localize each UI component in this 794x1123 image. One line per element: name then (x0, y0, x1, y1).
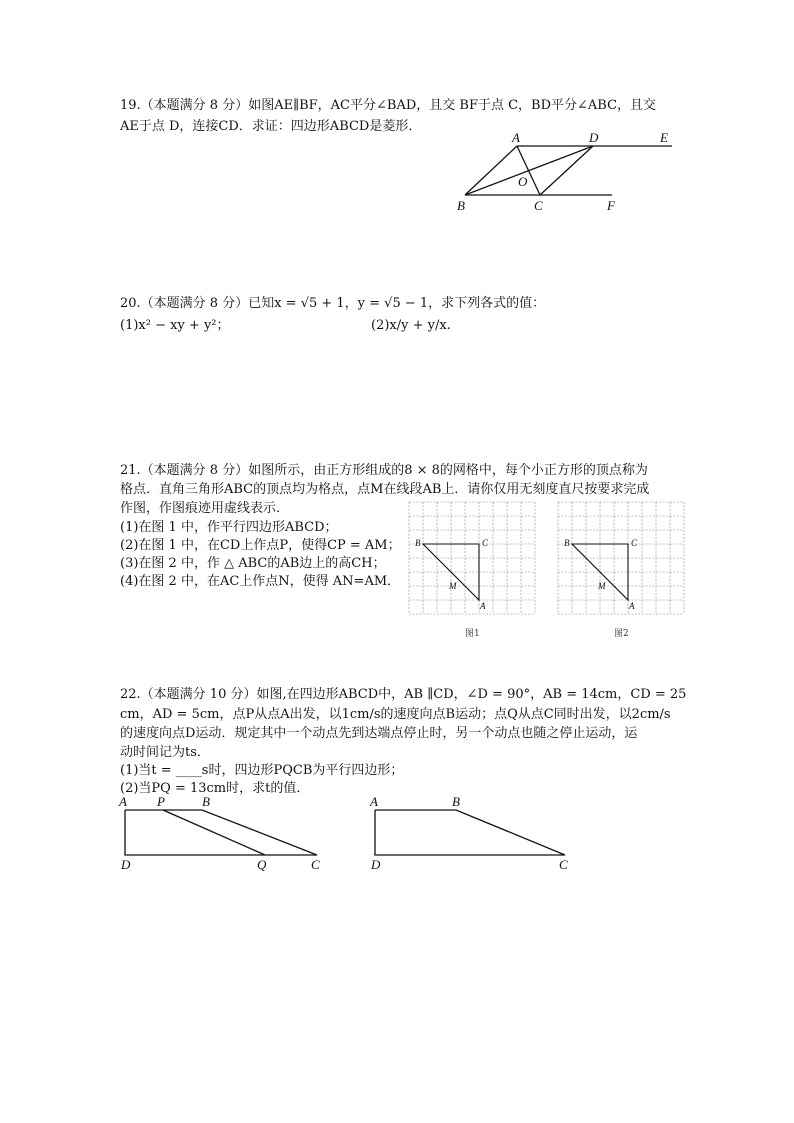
q21-text-line3: 作图，作图痕迹用虚线表示． (120, 501, 290, 516)
q21-fig2-caption: 图2 (614, 629, 629, 639)
q21-fig2-label-B: B (564, 538, 570, 548)
q22-part2: (2)当PQ = 13cm时，求t的值． (120, 781, 310, 796)
q21-fig1-label-B: B (415, 538, 421, 548)
q21-fig1-label-A: A (480, 601, 486, 611)
q19-label-C: C (534, 198, 543, 213)
q22-fig1-label-P: P (157, 794, 165, 809)
q22-fig2-label-A: A (370, 794, 378, 809)
q20-part1: (1)x² − xy + y²； (120, 318, 230, 333)
q21-item-1: (1)在图 1 中，作平行四边形ABCD； (120, 520, 338, 535)
q21-fig2-label-C: C (631, 538, 638, 548)
q21-text-line1: 21.（本题满分 8 分）如图所示，由正方形组成的8 × 8的网格中，每个小正方形的顶点称为 (120, 463, 648, 478)
q19-label-A: A (512, 130, 520, 145)
q22-text-line1: 22.（本题满分 10 分）如图,在四边形ABCD中，AB ∥CD，∠D = 90°，AB = 14cm，CD = 25 (120, 687, 687, 702)
q22-text-line4: 动时间记为ts． (120, 745, 210, 760)
q21-fig1-label-M: M (449, 581, 457, 591)
q22-fig1-label-Q: Q (257, 857, 267, 872)
q19-label-B: B (457, 198, 465, 213)
q22-fig1-label-A: A (119, 794, 127, 809)
q19-label-D: D (589, 130, 599, 145)
q19-label-E: E (660, 130, 668, 145)
q22-fig1-label-C: C (311, 857, 320, 872)
q19-label-O: O (518, 174, 528, 189)
q21-fig1-caption: 图1 (465, 629, 480, 639)
q20-text-line1: 20.（本题满分 8 分）已知x = √5 + 1，y = √5 − 1，求下列各式的值： (120, 296, 546, 311)
q22-fig2-label-C: C (559, 857, 568, 872)
q21-text-line2: 格点．直角三角形ABC的顶点均为格点，点M在线段AB上．请你仅用无刻度直尺按要求完成 (120, 482, 650, 497)
q21-item-2: (2)在图 1 中，在CD上作点P，使得CP = AM； (120, 538, 401, 553)
q21-item-3: (3)在图 2 中，作 △ ABC的AB边上的高CH； (120, 556, 386, 571)
q22-text-line2: cm，AD = 5cm，点P从点A出发，以1cm/s的速度向点B运动；点Q从点C同时出发，以2cm/s (120, 707, 671, 722)
q22-fig1-label-B: B (202, 794, 210, 809)
q22-fig1-label-D: D (121, 857, 131, 872)
q19-text-line2: AE于点 D，连接CD．求证：四边形ABCD是菱形． (120, 119, 422, 134)
q22-text-line3: 的速度向点D运动．规定其中一个动点先到达端点停止时，另一个动点也随之停止运动，运 (120, 726, 638, 741)
q21-fig1-label-C: C (482, 538, 489, 548)
q22-part1: (1)当t = ____s时，四边形PQCB为平行四边形； (120, 763, 404, 778)
q21-item-4: (4)在图 2 中，在AC上作点N，使得 AN=AM． (120, 574, 401, 589)
q22-fig2-label-B: B (452, 794, 460, 809)
q21-fig2-label-M: M (598, 581, 606, 591)
q20-part2: (2)x/y + y/x. (371, 318, 451, 333)
q19-text-line1: 19.（本题满分 8 分）如图AE∥BF，AC平分∠BAD，且交 BF于点 C，BD平分∠ABC，且交 (120, 98, 657, 113)
q19-label-F: F (607, 198, 615, 213)
q22-fig2-label-D: D (371, 857, 381, 872)
q21-fig2-label-A: A (629, 601, 635, 611)
